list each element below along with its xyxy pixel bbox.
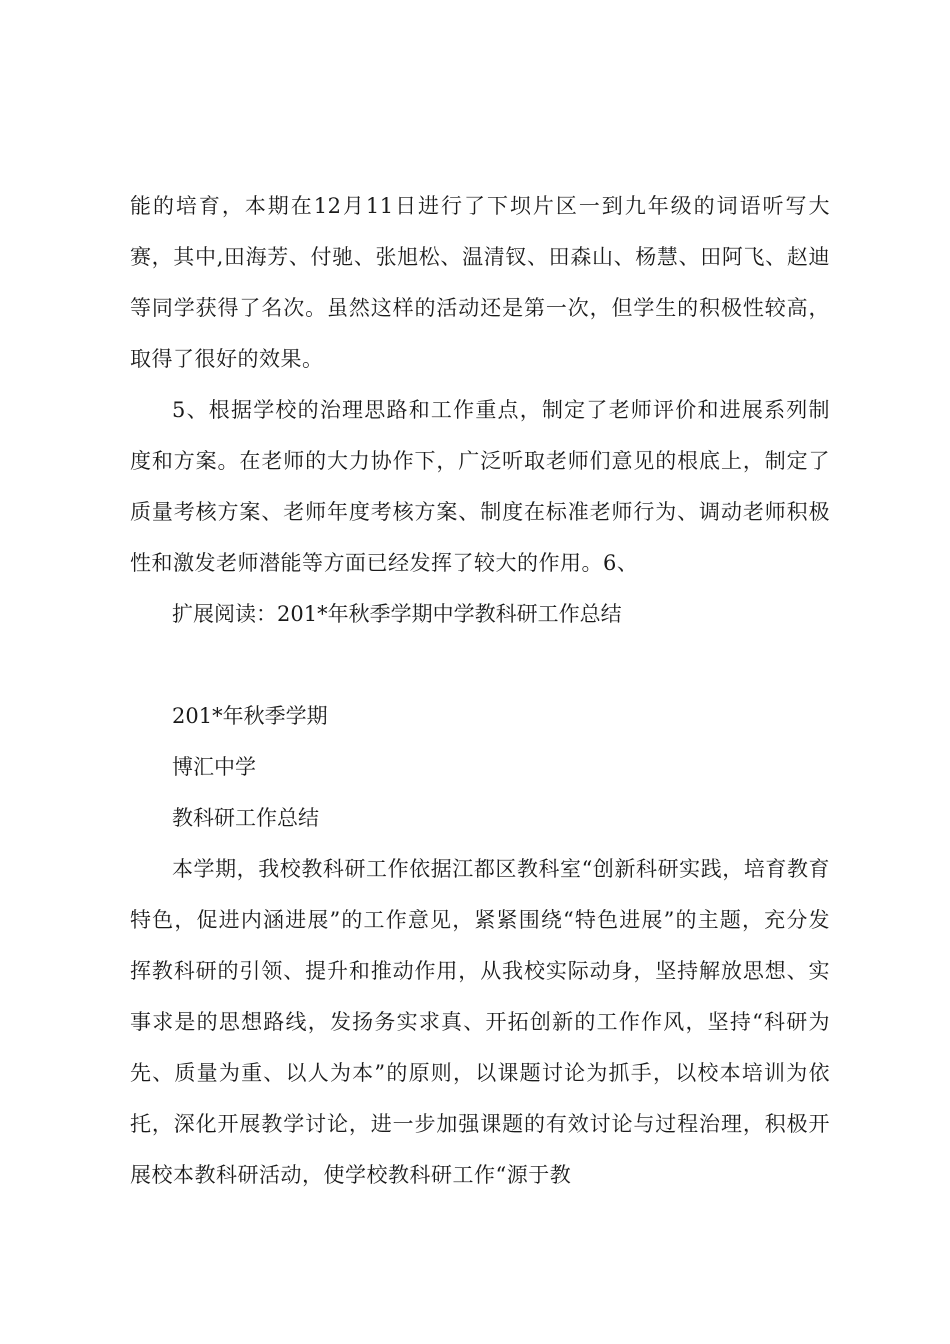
- paragraph-continuation: 能的培育，本期在12月11日进行了下坝片区一到九年级的词语听写大赛，其中,田海芳、付驰、张旭松、温清钗、田森山、杨慧、田阿飞、赵迪等同学获得了名次。虽然这样的活动还是第一次，但学生的积极性较高，取得了很好的效果。: [130, 194, 830, 371]
- semester-title: 201*年秋季学期: [172, 704, 328, 728]
- school-name: 博汇中学: [172, 755, 256, 779]
- paragraph-item-5: 5、根据学校的治理思路和工作重点，制定了老师评价和进展系列制度和方案。在老师的大力协作下，广泛听取老师们意见的根底上，制定了质量考核方案、老师年度考核方案、制度在标准老师行为、调动老师积极性和激发老师潜能等方面已经发挥了较大的作用。6、: [130, 398, 830, 575]
- paragraph-body: 本学期，我校教科研工作依据江都区教科室“创新科研实践，培育教育特色，促进内涵进展”的工作意见，紧紧围绕“特色进展”的主题，充分发挥教科研的引领、提升和推动作用，从我校实际动身，坚持解放思想、实事求是的思想路线，发扬务实求真、开拓创新的工作作风，坚持“科研为先、质量为重、以人为本”的原则，以课题讨论为抓手，以校本培训为依托，深化开展教学讨论，进一步加强课题的有效讨论与过程治理，积极开展校本教科研活动，使学校教科研工作“源于教: [130, 857, 830, 1187]
- report-title: 教科研工作总结: [172, 806, 319, 830]
- extended-reading-heading: 扩展阅读：201*年秋季学期中学教科研工作总结: [172, 602, 622, 626]
